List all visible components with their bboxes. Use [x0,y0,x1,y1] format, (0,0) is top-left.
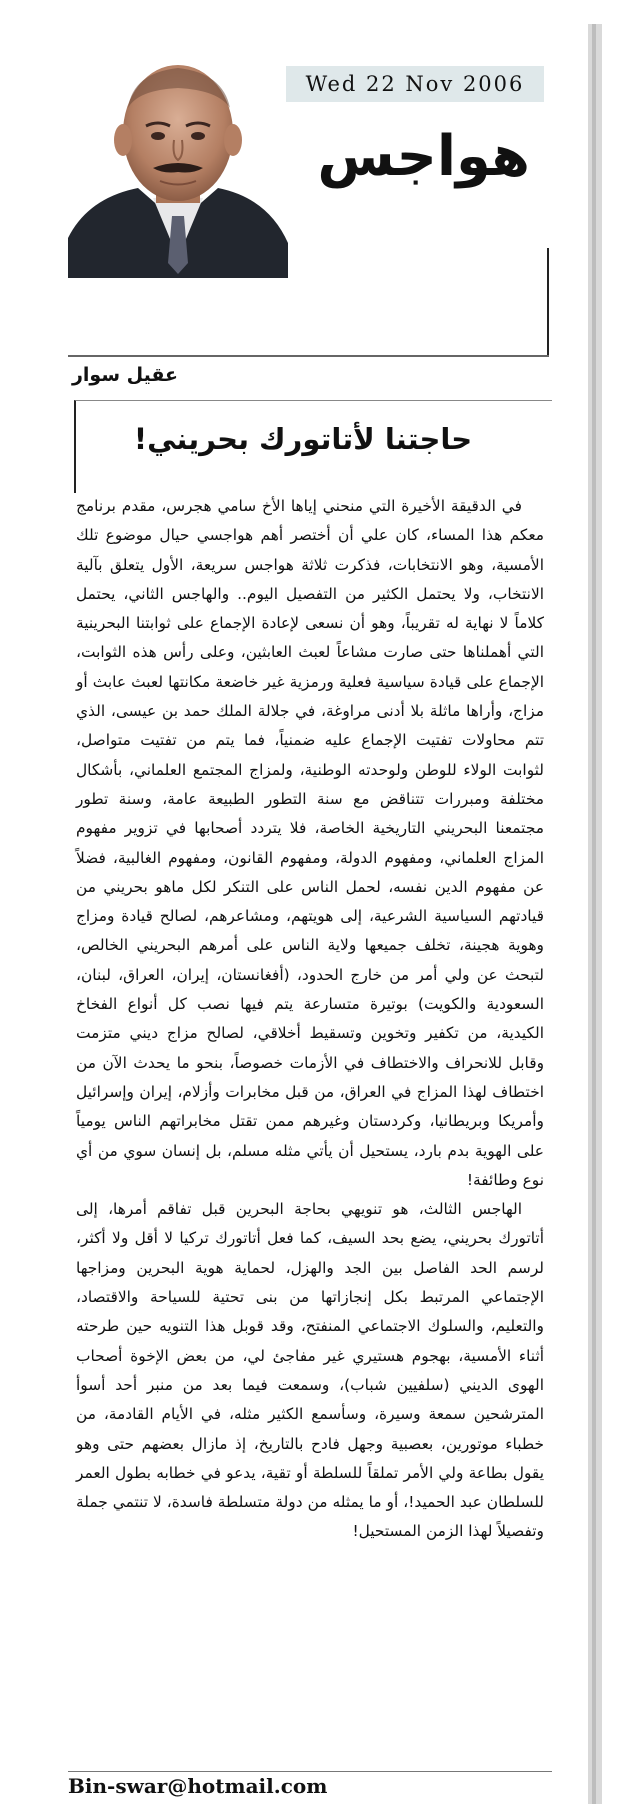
footer-rule [68,1771,552,1772]
header-border-bottom [68,355,549,357]
author-name: عقيل سوار [71,364,178,386]
author-email: Bin-swar@hotmail.com [68,1774,328,1798]
article-paragraph: في الدقيقة الأخيرة التي منحني إياها الأخ سامي هجرس، مقدم برنامج معكم هذا المساء، كان علي أن أختصر أهم هواجسي حيال موضوع تلك الأمسية، وهو الانتخابات، فذكرت ثلاثة هواجس سريعة، الأول يتعلق بآلية الانتخاب، ولا يحتمل الكثير من التفصيل اليوم.. والهاجس الثاني، يحتمل كلاماً لا نهاية له تقريباً، وهو أن نسعى لإعادة الإجماع على ثوابتنا البحرينية التي أهملناها حتى صارت مشاعاً لعبث العابثين، وعلى رأس هذه الثوابت، الإجماع على قيادة سياسية فعلية ورمزية غير خاضعة مكانتها لعبث عابث أو مزاج، وأراها ماثلة بلا أدنى مراوغة، في جلالة الملك حمد بن عيسى، الذي تتم محاولات تفتيت الإجماع عليه ضمنياً، فما يتم من تفتيت متواصل، لثوابت الولاء للوطن ولوحدته الوطنية، ولمزاج المجتمع العلماني، بأشكال مختلفة ومبررات تتناقض مع سنة التطور الطبيعة عامة، وسنة تطور مجتمعنا البحريني التاريخية الخاصة، فلا يتردد أصحابها في تزوير مفهوم المزاج العلماني، ومفهوم الدولة، ومفهوم القانون، ومفهوم الغالبية، فضلاً عن مفهوم الدين نفسه، لحمل الناس على التنكر لكل ماهو بحريني من قيادتهم السياسية الشرعية، إلى هويتهم، ومشاعرهم، لصالح قيادة ومزاج وهوية هجينة، تخلف جميعها ولاية الناس على أمرهم البحريني الخالص، لتبحث عن ولي أمر من خارج الحدود، (أفغانستان، إيران، العراق، لبنان، السعودية والكويت) بوتيرة متسارعة يتم فيها نصب كل أنواع الفخاخ الكيدية، من تكفير وتخوين وتسقيط أخلاقي، لصالح مزاج ديني متزمت وقابل للانحراف والاختطاف في الأزمات خصوصاً، بنحو ما يحدث الآن من اختطاف لهذا المزاج في العراق، من قبل مخابرات وأزلام، إيران وإسرائيل وأمريكا وبريطانيا، وكردستان وغيرهم ممن تقتل مخابراتهم الناس يومياً على الهوية بدم بارد، يستحيل أن يأتي مثله مسلم، بل إنسان سوي من أي نوع وطائفة! [76,497,544,1189]
column-name: هواجس [317,124,530,189]
article-body [76,492,544,1547]
article-paragraph: الهاجس الثالث، هو تنويهي بحاجة البحرين قبل تفاقم أمرها، إلى أتاتورك بحريني، يضع بحد السيف، كما فعل أتاتورك تركيا لا أقل ولا أكثر، لرسم الحد الفاصل بين الجد والهزل، لحماية هوية البحرين ومزاجها الإجتماعي المرتبط بكل إنجازاتها من بنى تحتية للسياحة والاقتصاد، والتعليم، والسلوك الاجتماعي المنفتح، وقد قوبل هذا التنويه حين طرحته أثناء الأمسية، بهجوم هستيري غير مفاجئ لي، من بعض الإخوة أصحاب الهوى الديني (سلفيين شباب)، وسمعت فيما بعد من منبر أحد أسوأ المترشحين سمعة وسيرة، وسأسمع الكثير مثله، في الأيام القادمة، من خطباء موتورين، بعصبية وجهل فادح بالتاريخ، إذ مازال بعضهم حتى وهو يقول بطاعة ولي الأمر تملقاً للسلطة أو تقية، يدعو في خطابه بطول العمر للسلطان عبد الحميد!، أو ما يمثله من دولة متسلطة فاسدة، لا تنتمي جملة وتفصيلاً لهذا الزمن المستحيل! [76,1200,544,1541]
header-border-right [547,248,549,356]
author-photo [68,48,288,278]
right-margin-rule [588,24,602,1804]
article-title: حاجتنا لأتاتورك بحريني! [133,422,473,456]
publication-date: Wed 22 Nov 2006 [286,66,544,102]
